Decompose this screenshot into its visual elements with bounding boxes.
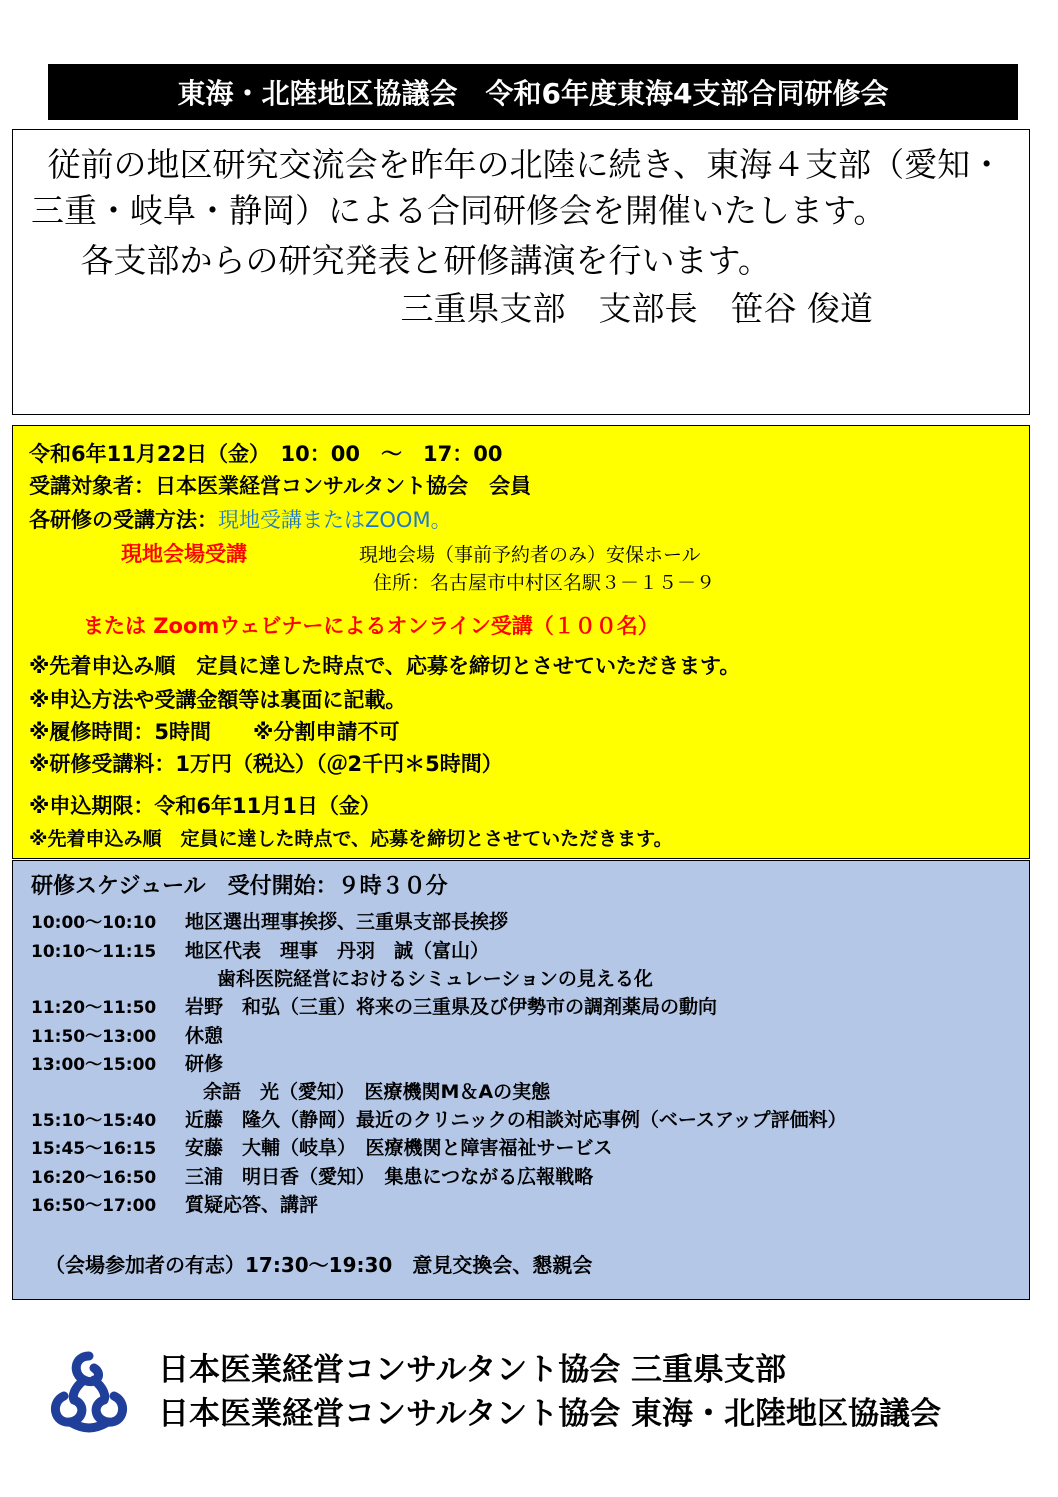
target-label: 受講対象者： bbox=[29, 474, 155, 498]
social-gathering: （会場参加者の有志）17:30～19:30 意見交換会、懇親会 bbox=[45, 1253, 593, 1277]
schedule-item bbox=[31, 1049, 223, 1076]
note-first-come-repeat: ※先着申込み順 定員に達した時点で、応募を締切とさせていただきます。 bbox=[29, 828, 673, 850]
schedule-desc: 地区代表 理事 丹羽 誠（富山） bbox=[185, 940, 490, 962]
intro-paragraph-2: 各支部からの研究発表と研修講演を行います。 bbox=[80, 241, 771, 280]
onsite-label: 現地会場受講 bbox=[121, 542, 247, 566]
organizer-2: 日本医業経営コンサルタント協会 東海・北陸地区協議会 bbox=[158, 1396, 941, 1432]
intro-paragraph-1: 従前の地区研究交流会を昨年の北陸に続き、東海４支部（愛知・三重・岐阜・静岡）による合同研修会を開催いたします。 bbox=[31, 145, 1004, 230]
onsite-venue: 現地会場（事前予約者のみ）安保ホール bbox=[359, 544, 701, 566]
schedule-time: 13:00～15:00 bbox=[31, 1055, 157, 1075]
application-deadline: ※申込期限：令和6年11月1日（金） bbox=[29, 794, 381, 818]
schedule-heading: 研修スケジュール 受付開始：９時３０分 bbox=[31, 874, 448, 899]
organizer-1: 日本医業経営コンサルタント協会 三重県支部 bbox=[158, 1352, 787, 1388]
target-value: 日本医業経営コンサルタント協会 会員 bbox=[155, 474, 532, 498]
schedule-desc: 研修 bbox=[185, 1053, 224, 1075]
schedule-desc: 地区選出理事挨拶、三重県支部長挨拶 bbox=[185, 911, 509, 933]
schedule-item bbox=[31, 1105, 847, 1132]
schedule-item bbox=[31, 1190, 318, 1217]
page-title: 東海・北陸地区協議会 令和6年度東海4支部合同研修会 bbox=[48, 64, 1018, 120]
schedule-desc: 岩野 和弘（三重）将来の三重県及び伊勢市の調剤薬局の動向 bbox=[185, 996, 718, 1018]
schedule-desc: 質疑応答、講評 bbox=[185, 1194, 319, 1216]
method-line bbox=[29, 504, 452, 534]
note-first-come: ※先着申込み順 定員に達した時点で、応募を締切とさせていただきます。 bbox=[29, 654, 741, 678]
note-hours: ※履修時間：5時間 ※分割申請不可 bbox=[29, 720, 400, 744]
schedule-item-continuation: 余語 光（愛知） 医療機関M＆Aの実態 bbox=[203, 1081, 551, 1103]
schedule-time: 11:50～13:00 bbox=[31, 1027, 157, 1047]
method-label: 各研修の受講方法： bbox=[29, 508, 218, 532]
intro-signature: 三重県支部 支部長 笹谷 俊道 bbox=[400, 289, 873, 328]
note-application: ※申込方法や受講金額等は裏面に記載。 bbox=[29, 688, 407, 712]
schedule-box bbox=[12, 860, 1030, 1300]
association-logo-icon bbox=[44, 1348, 134, 1434]
onsite-address: 住所：名古屋市中村区名駅３－１５－９ bbox=[373, 572, 716, 594]
schedule-item-continuation: 歯科医院経営におけるシミュレーションの見える化 bbox=[217, 968, 653, 990]
schedule-desc: 三浦 明日香（愛知） 集患につながる広報戦略 bbox=[185, 1166, 594, 1188]
schedule-item bbox=[31, 936, 489, 963]
online-attendance: または Zoomウェビナーによるオンライン受講（１００名） bbox=[83, 614, 659, 638]
schedule-time: 10:10～11:15 bbox=[31, 942, 157, 962]
schedule-item bbox=[31, 1133, 613, 1160]
schedule-time: 15:45～16:15 bbox=[31, 1139, 157, 1159]
schedule-time: 16:20～16:50 bbox=[31, 1168, 157, 1188]
schedule-time: 15:10～15:40 bbox=[31, 1111, 157, 1131]
schedule-time: 11:20～11:50 bbox=[31, 998, 157, 1018]
schedule-desc: 安藤 大輔（岐阜） 医療機関と障害福祉サービス bbox=[185, 1137, 613, 1159]
schedule-desc: 休憩 bbox=[185, 1025, 224, 1047]
schedule-desc: 近藤 隆久（静岡）最近のクリニックの相談対応事例（ベースアップ評価料） bbox=[185, 1109, 847, 1131]
event-date: 令和6年11月22日（金） 10：00 ～ 17：00 bbox=[29, 442, 503, 466]
schedule-time: 10:00～10:10 bbox=[31, 913, 157, 933]
schedule-item bbox=[31, 992, 717, 1019]
method-value: 現地受講またはZOOM。 bbox=[218, 508, 452, 532]
schedule-item bbox=[31, 907, 508, 934]
schedule-time: 16:50～17:00 bbox=[31, 1196, 157, 1216]
intro-box bbox=[12, 129, 1030, 415]
note-fee: ※研修受講料：1万円（税込）（＠2千円＊5時間） bbox=[29, 752, 503, 776]
target-line bbox=[29, 470, 531, 500]
footer bbox=[0, 1340, 1058, 1440]
schedule-item bbox=[31, 1021, 223, 1048]
schedule-item bbox=[31, 1162, 593, 1189]
info-box bbox=[12, 425, 1030, 859]
